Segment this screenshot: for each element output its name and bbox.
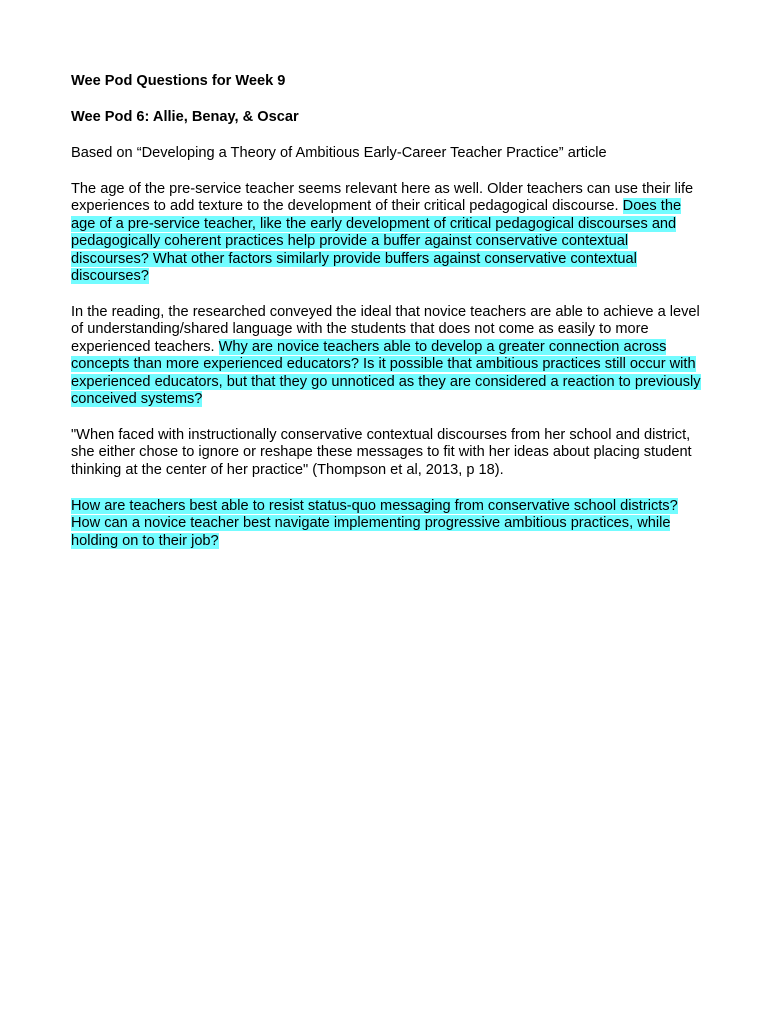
highlighted-question-age: Does the age of a pre-service teacher, like the early development of critical pedagogical discourses and pedagogically coherent practices help provide a buffer against conservative contextual discourses? What other factors similarly provide buffers against conservative contextual discourses?: [71, 198, 682, 285]
paragraph-age: [71, 181, 707, 285]
quote-paragraph: "When faced with instructionally conservative contextual discourses from her school and district, she either chose to ignore or reshape these messages to fit with her ideas about placing student thinking at the center of her practice" (Thompson et al, 2013, p 18).: [71, 427, 692, 478]
article-reference: Based on “Developing a Theory of Ambitious Early-Career Teacher Practice” article: [71, 145, 607, 161]
paragraph-novice-text: In the reading, the researched conveyed the ideal that novice teachers are able to achieve a level of understanding/shared language with the students that does not come as easily to more experienced teachers.: [71, 304, 700, 355]
paragraph-age-text: The age of the pre-service teacher seems relevant here as well. Older teachers can use their life experiences to add texture to the development of their critical pedagogical discourse.: [71, 181, 694, 215]
document-title: Wee Pod Questions for Week 9: [71, 73, 286, 89]
paragraph-novice: [71, 304, 707, 408]
highlighted-question-final: How are teachers best able to resist status-quo messaging from conservative school districts? How can a novice teacher best navigate implementing progressive ambitious practices, while holding on to their job?: [71, 497, 678, 549]
document-body: [71, 73, 707, 550]
highlighted-question-novice: Why are novice teachers able to develop a greater connection across concepts than more experienced educators? Is it possible that ambitious practices still occur with experienced educators, but that they go unnoticed as they are considered a reaction to previously conceived systems?: [71, 338, 701, 408]
final-question-paragraph: [71, 498, 707, 550]
document-subtitle: Wee Pod 6: Allie, Benay, & Oscar: [71, 109, 299, 125]
